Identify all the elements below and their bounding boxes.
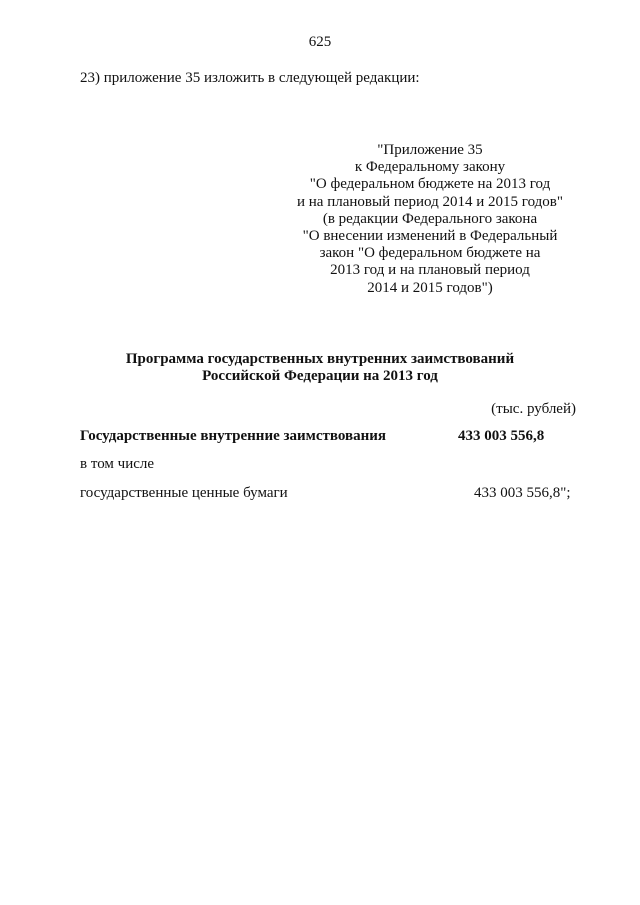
units-label: (тыс. рублей)	[491, 401, 576, 417]
program-title	[0, 351, 640, 385]
program-title-line-1: Программа государственных внутренних заимствований	[125, 351, 515, 367]
annex-header-line: "О внесении изменений в Федеральный	[302, 228, 558, 245]
annex-header-line: 2014 и 2015 годов")	[367, 279, 493, 296]
securities-label: государственные ценные бумаги	[80, 485, 288, 501]
annex-header-line: (в редакции Федерального закона	[322, 210, 538, 227]
page-number: 625	[308, 34, 332, 50]
total-borrowings-value: 433 003 556,8	[458, 428, 545, 444]
annex-header-line: закон "О федеральном бюджете на	[319, 245, 541, 262]
annex-header-line: "О федеральном бюджете на 2013 год	[309, 176, 551, 193]
annex-header-line: 2013 год и на плановый период	[330, 262, 530, 279]
total-borrowings-label: Государственные внутренние заимствования	[80, 428, 387, 444]
including-label: в том числе	[80, 456, 155, 472]
annex-header-line: к Федеральному закону	[354, 159, 506, 176]
program-title-line-2: Российской Федерации на 2013 год	[202, 368, 438, 384]
annex-header	[280, 142, 580, 297]
annex-header-line: "Приложение 35	[377, 142, 483, 158]
annex-header-line: и на плановый период 2014 и 2015 годов"	[297, 193, 563, 210]
amendment-item-text: 23) приложение 35 изложить в следующей редакции:	[80, 70, 420, 86]
securities-value: 433 003 556,8";	[474, 485, 571, 501]
